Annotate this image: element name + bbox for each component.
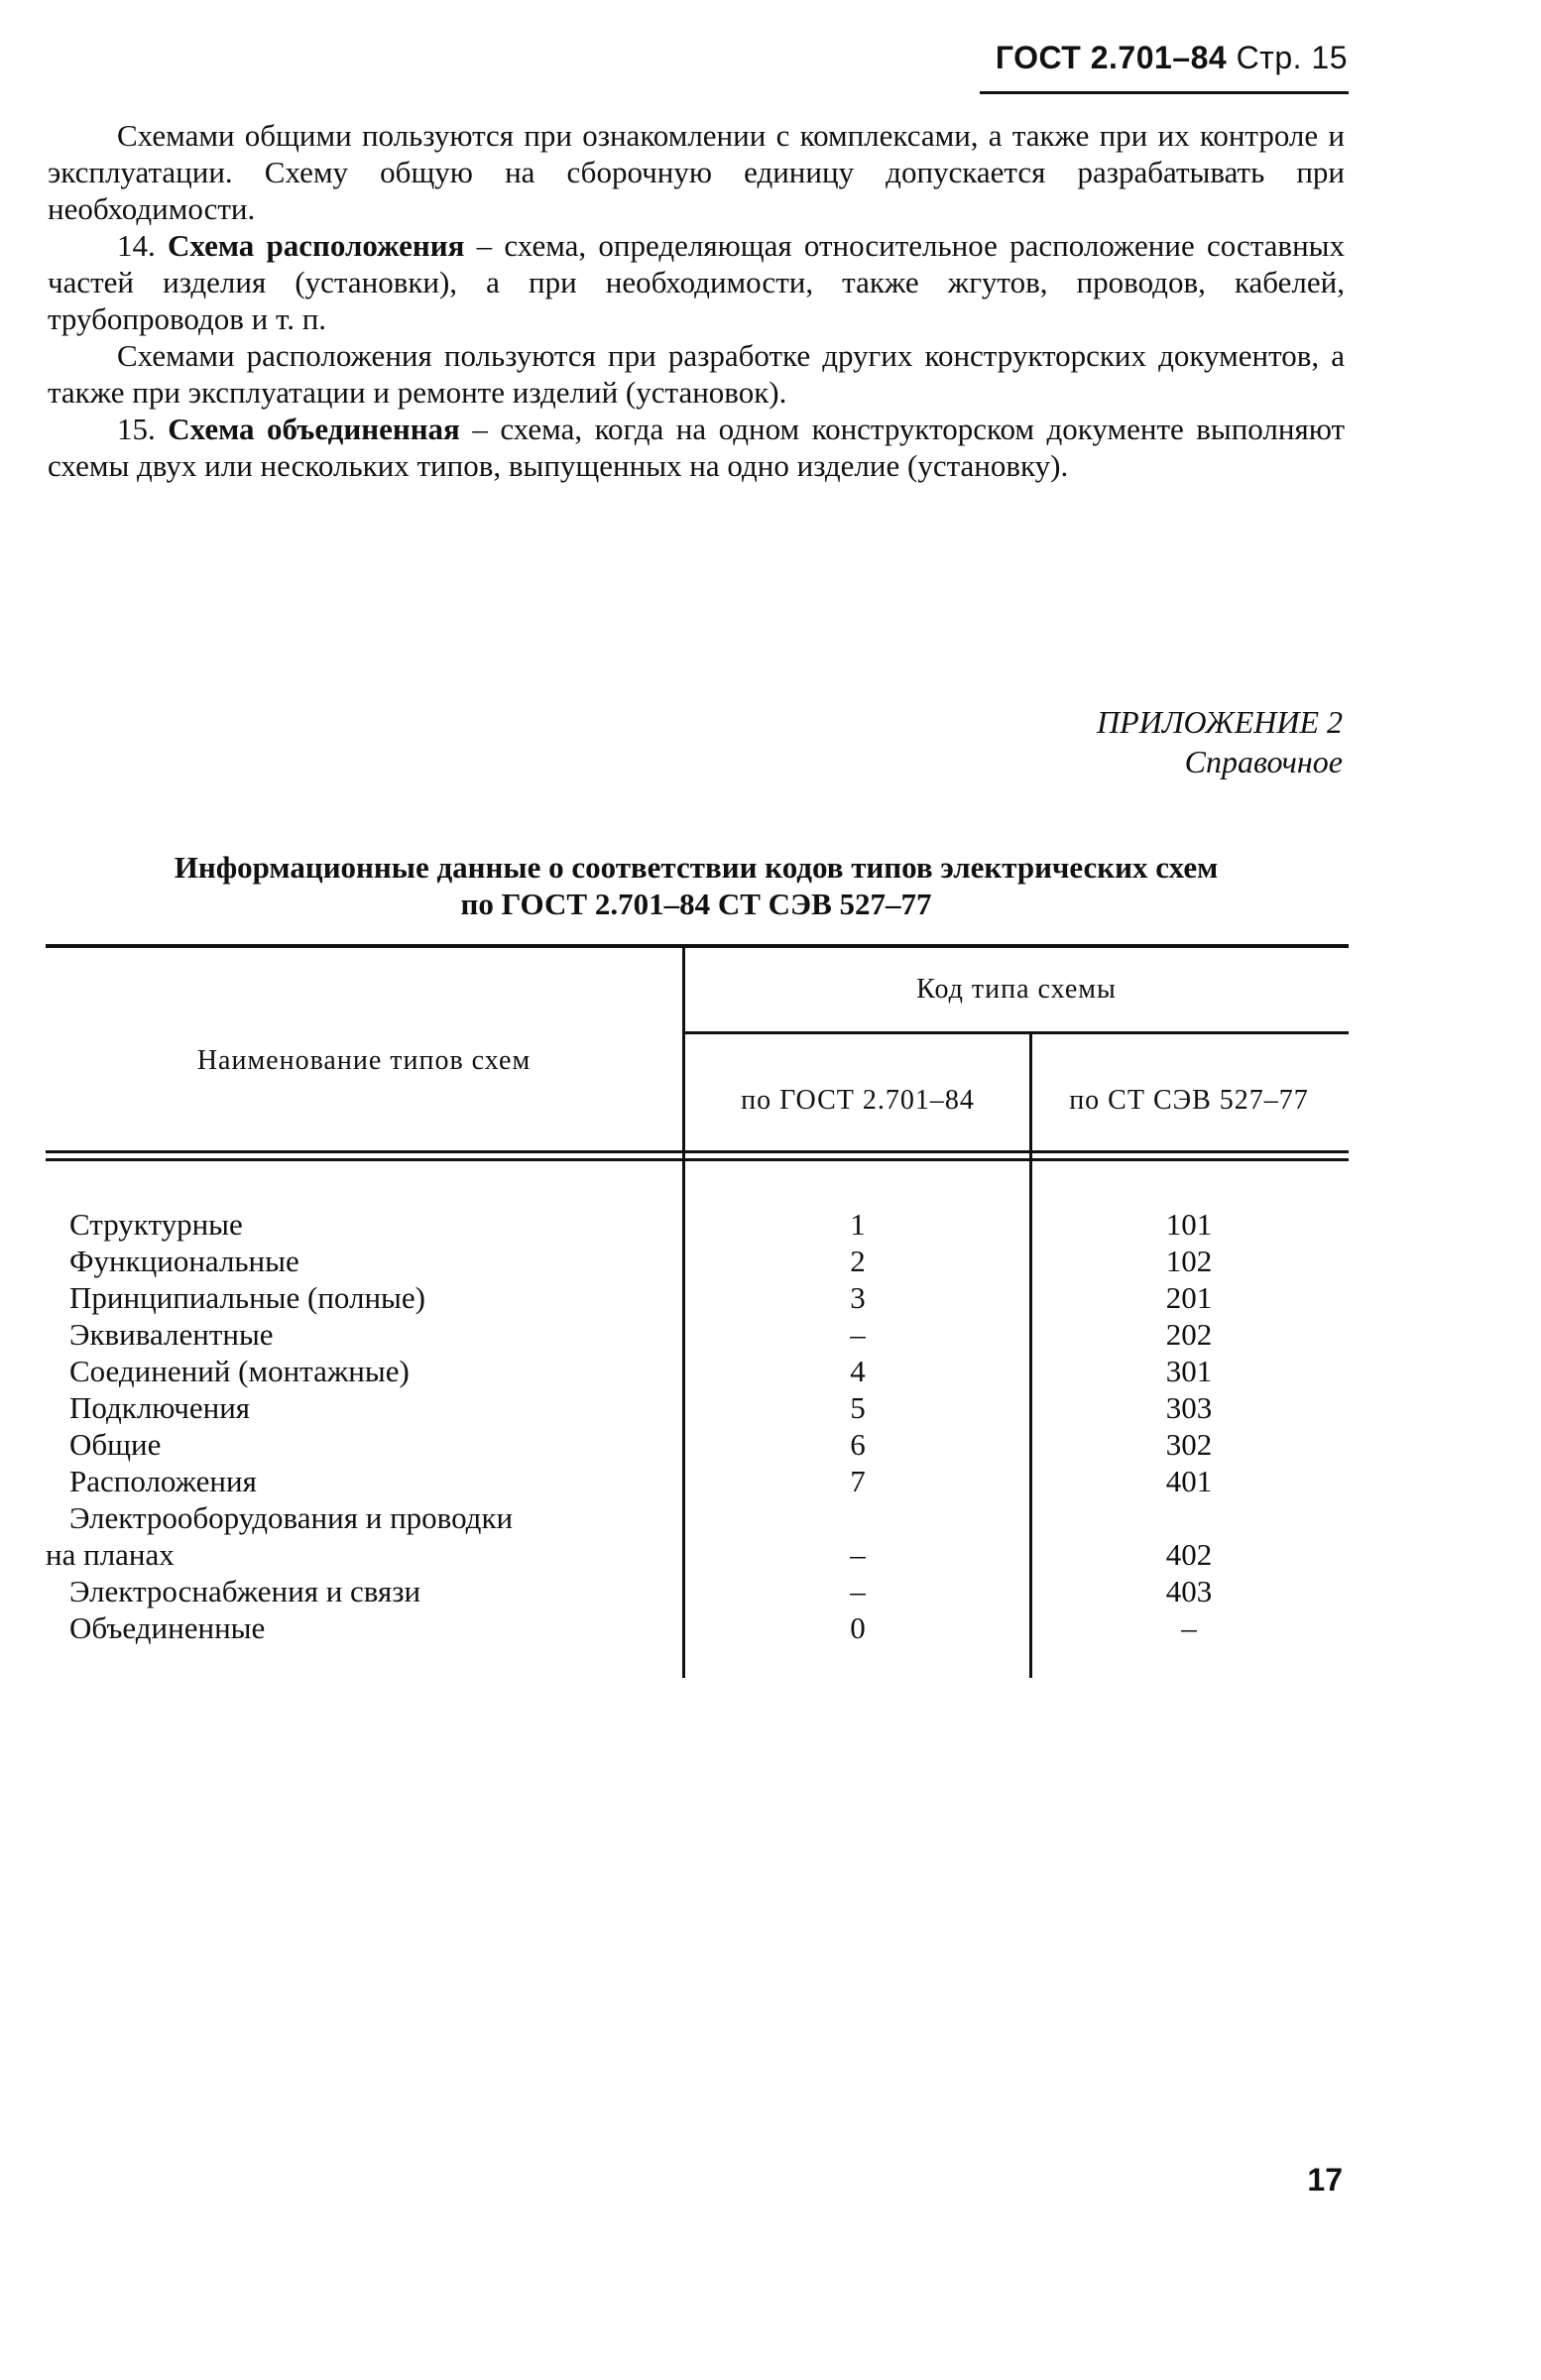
paragraph-layout-usage [48, 337, 1345, 411]
item-number: 15. [117, 412, 156, 446]
item-number: 14. [117, 228, 156, 263]
table-cell-gost: 0 [850, 1610, 866, 1645]
page-label: Стр. 15 [1236, 40, 1348, 75]
table-cell-sev: 403 [1165, 1574, 1213, 1608]
appendix-title: ПРИЛОЖЕНИЕ 2 [1097, 704, 1343, 740]
table-cell-sev: 302 [1165, 1427, 1213, 1462]
table-row-name: Подключения [69, 1390, 251, 1425]
appendix-label [1097, 702, 1343, 781]
table-cell-gost: 5 [850, 1390, 866, 1425]
page-number: 17 [1307, 2162, 1343, 2198]
table-header-rule-2 [46, 1158, 1349, 1161]
table-cell-gost: – [850, 1317, 866, 1352]
table-row-name: Принципиальные (полные) [69, 1280, 425, 1315]
table-row-name: Общие [69, 1427, 162, 1462]
appendix-subtitle: Справочное [1184, 744, 1343, 779]
table-title [48, 849, 1345, 922]
table-code-divider [684, 1031, 1349, 1034]
definition-text: – схема, определяющая относительное расположение составных частей изделия (установки), а при необходимости, также жгутов, проводов, кабелей, трубопроводов и т. п. [48, 228, 1345, 336]
table-cell-gost: – [850, 1537, 866, 1572]
table-cell-gost: 1 [850, 1207, 866, 1242]
table-row-name: Электроснабжения и связи [69, 1574, 421, 1608]
table-cell-sev: 301 [1165, 1354, 1213, 1388]
table-title-line-2: по ГОСТ 2.701–84 СТ СЭВ 527–77 [460, 887, 932, 921]
table-header-sev: по СТ СЭВ 527–77 [1069, 1085, 1309, 1116]
paragraph-text: Схемами расположения пользуются при разработке других конструкторских документов, а также при эксплуатации и ремонте изделий (установок). [48, 338, 1345, 410]
table-cell-gost: 2 [850, 1244, 866, 1278]
header-rule [980, 91, 1349, 94]
table-header-name: Наименование типов схем [196, 1045, 532, 1076]
paragraph-item-15 [48, 411, 1345, 484]
table-header-rule-1 [46, 1150, 1349, 1153]
paragraph-general-schemes [48, 117, 1345, 227]
page-header [931, 40, 1348, 76]
table-cell-sev: 401 [1165, 1464, 1213, 1498]
table-cell-sev: 101 [1165, 1207, 1213, 1242]
table-cell-sev: 303 [1165, 1390, 1213, 1425]
table-row-name: Объединенные [69, 1610, 266, 1645]
term-combined-scheme: Схема объединенная [168, 412, 460, 446]
table-header-gost: по ГОСТ 2.701–84 [741, 1085, 975, 1116]
table-cell-sev: 402 [1165, 1537, 1213, 1572]
paragraph-item-14 [48, 227, 1345, 337]
table-cell-sev: – [1181, 1610, 1197, 1645]
table-header-code: Код типа схемы [916, 974, 1117, 1005]
table-top-rule [46, 944, 1349, 948]
term-layout-scheme: Схема расположения [168, 228, 465, 263]
table-row-name: Электрооборудования и проводки [69, 1500, 514, 1535]
table-cell-gost: – [850, 1574, 866, 1608]
table-title-line-1: Информационные данные о соответствии кодов типов электрических схем [174, 850, 1219, 885]
definition-text: – схема, когда на одном конструкторском документе выполняют схемы двух или нескольких типов, выпущенных на одно изделие (установку). [48, 412, 1346, 483]
table-row-name: Структурные [69, 1207, 243, 1242]
table-cell-gost: 3 [850, 1280, 866, 1315]
paragraph-text: Схемами общими пользуются при ознакомлении с комплексами, а также при их контроле и эксплуатации. Схему общую на сборочную единицу допускается разрабатывать при необходимости. [48, 118, 1345, 226]
table-cell-gost: 4 [850, 1354, 866, 1388]
table-row-name-continued: на планах [46, 1537, 175, 1572]
table-row-name: Соединений (монтажные) [69, 1354, 410, 1388]
table-cell-sev: 202 [1165, 1317, 1213, 1352]
table-row-name: Расположения [69, 1464, 257, 1498]
table-cell-gost: 7 [850, 1464, 866, 1498]
table-cell-gost: 6 [850, 1427, 866, 1462]
table-row-name: Эквивалентные [69, 1317, 274, 1352]
table-cell-sev: 201 [1165, 1280, 1213, 1315]
table-row-name: Функциональные [69, 1244, 299, 1278]
table-cell-sev: 102 [1165, 1244, 1213, 1278]
document-code: ГОСТ 2.701–84 [995, 40, 1228, 75]
